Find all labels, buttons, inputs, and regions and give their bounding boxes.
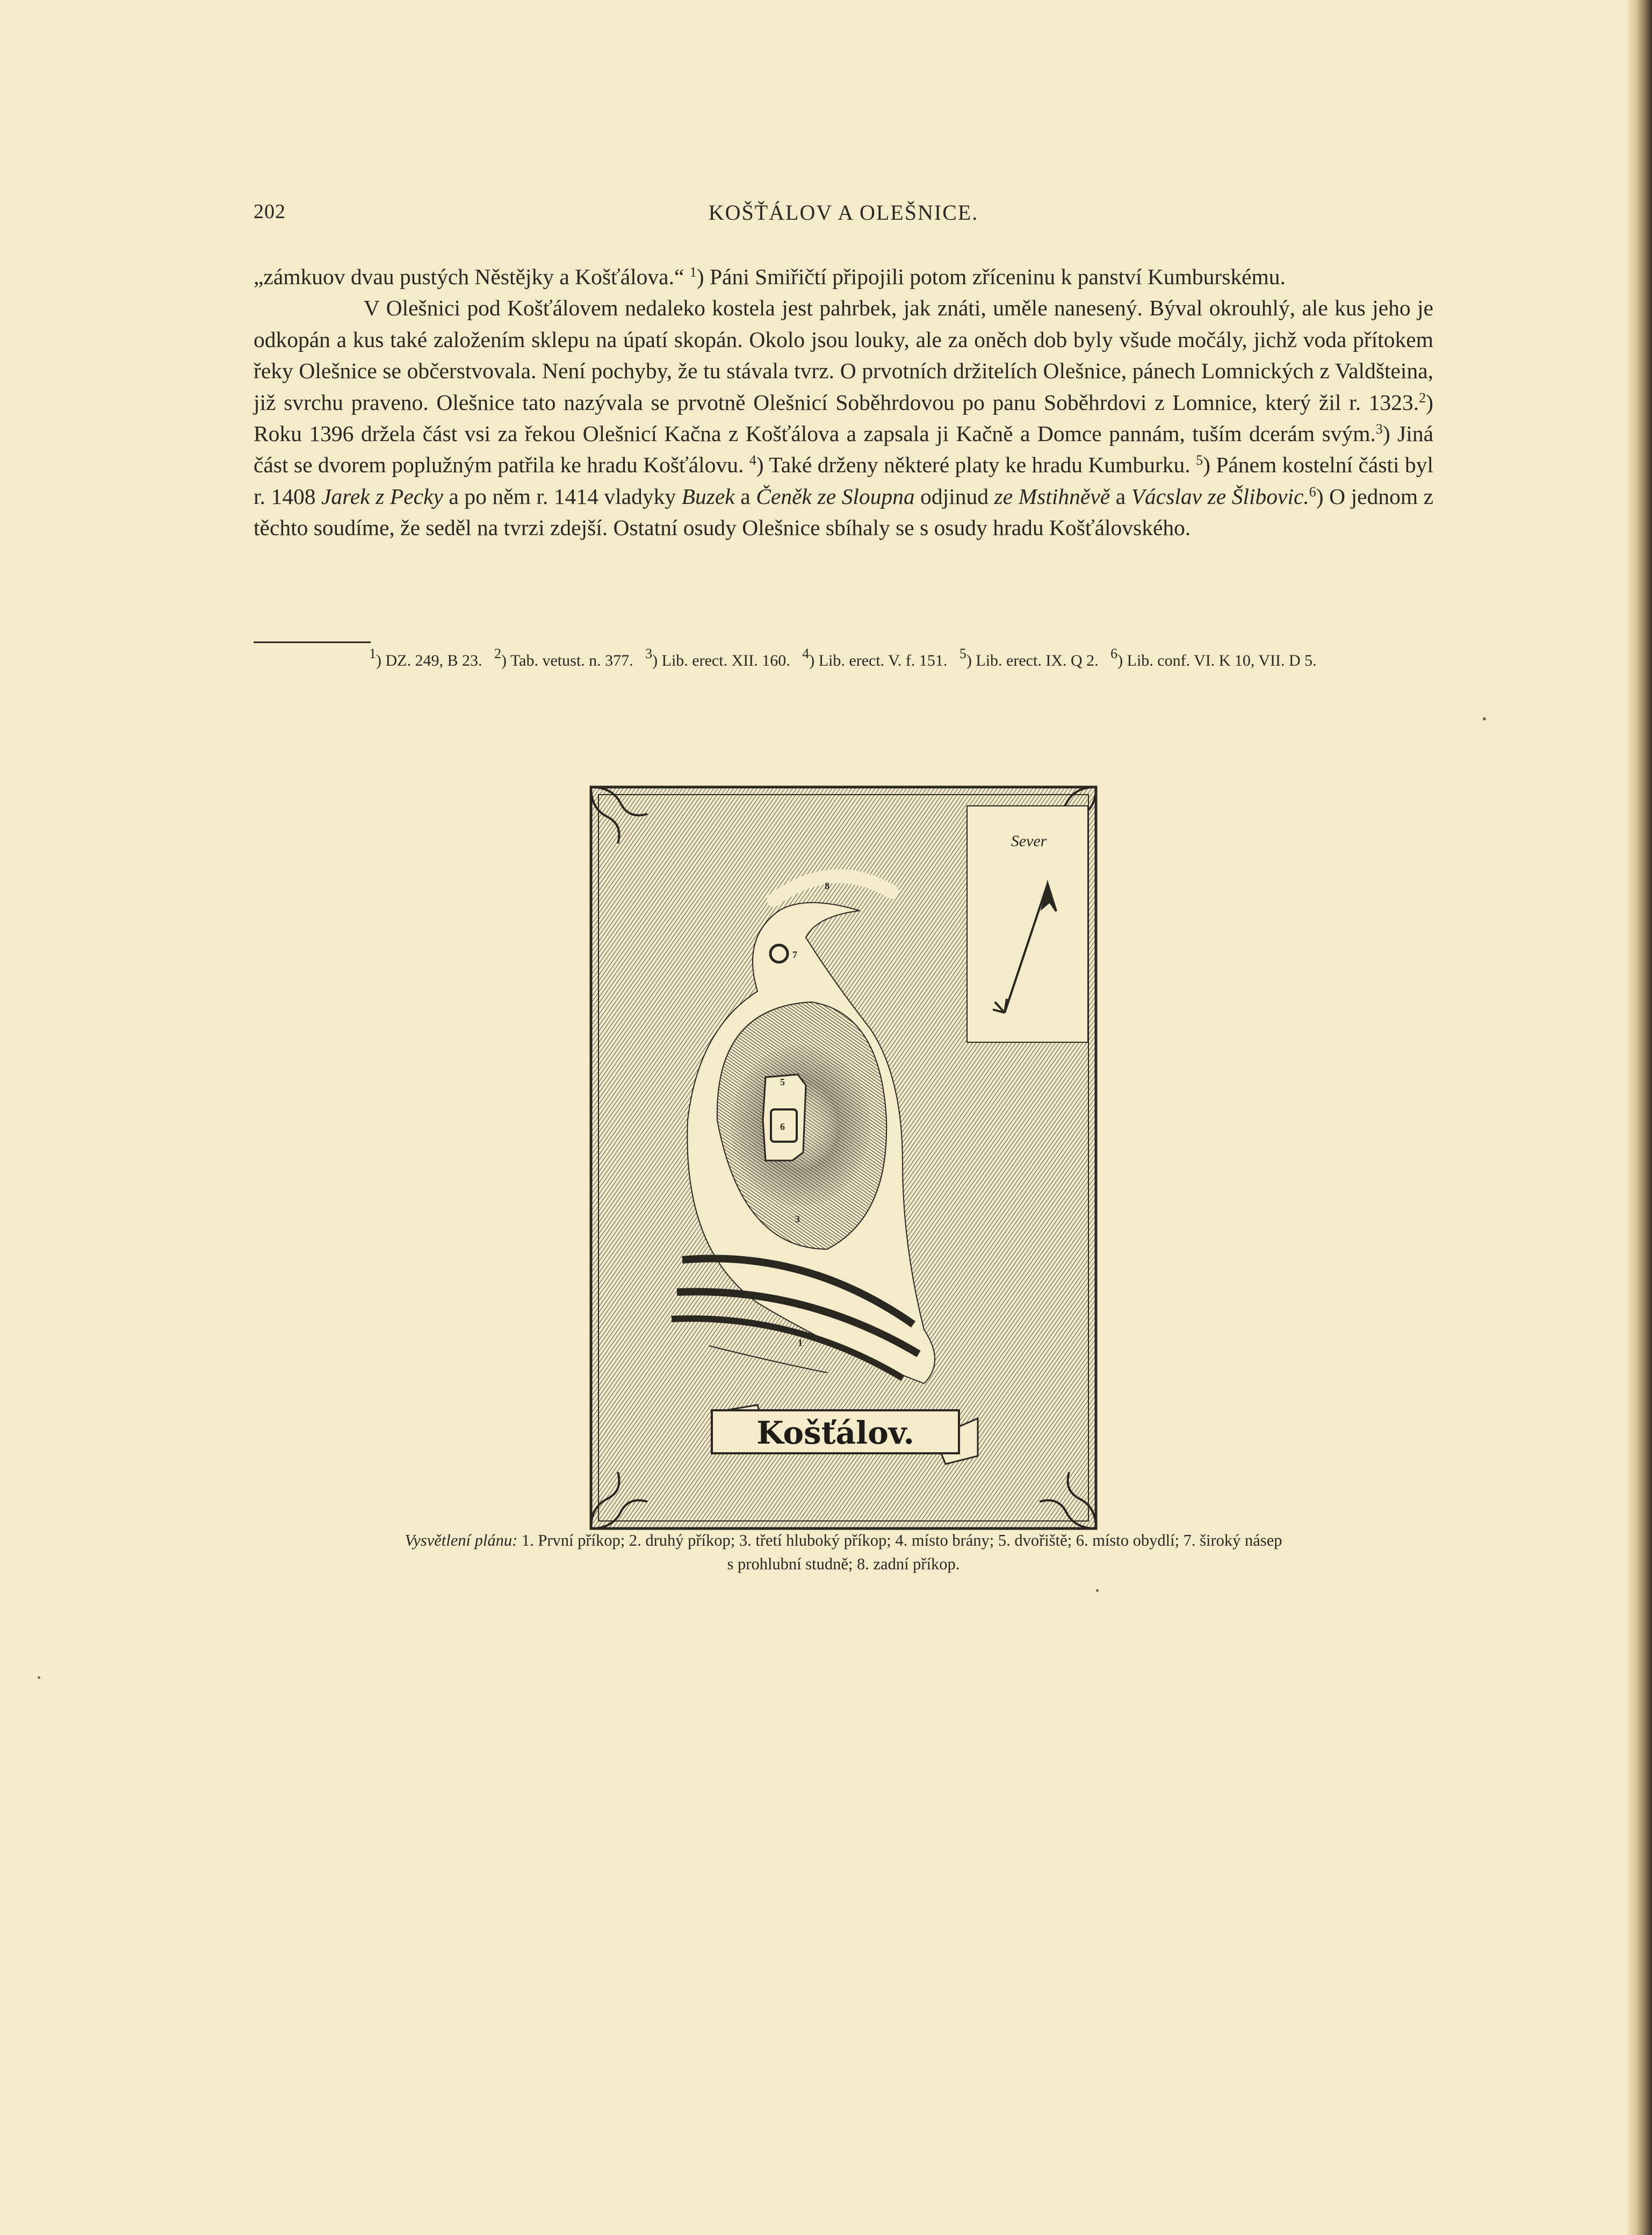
- person-name: Vácslav ze Šlibovic.: [1131, 484, 1309, 509]
- figure-caption: [254, 1529, 1433, 1576]
- plan-number: 3: [795, 1214, 800, 1224]
- book-spine-edge: [1627, 0, 1652, 2235]
- footnote-mark: 1: [369, 646, 376, 661]
- paper-speck: [1483, 717, 1486, 720]
- text-run: odjinud: [920, 484, 989, 509]
- footnote-list: [254, 646, 1433, 672]
- paper-speck: [38, 1676, 40, 1679]
- person-name: Buzek: [681, 484, 735, 509]
- caption-line-2: s prohlubní studně; 8. zadní příkop.: [727, 1555, 960, 1573]
- plan-number: 5: [780, 1077, 785, 1087]
- text-run: ) Pánem kostelní části byl r. 1408: [254, 452, 1434, 509]
- plan-number: 8: [825, 881, 829, 891]
- footnote-ref: 1: [689, 264, 697, 280]
- footnote-mark: 3: [645, 646, 653, 661]
- paper-speck: [1096, 1589, 1099, 1592]
- text-run: a: [1115, 484, 1126, 509]
- plan-number: 2: [798, 1300, 803, 1310]
- footnote-ref: 2: [1419, 390, 1426, 406]
- footnote-mark: 2: [494, 646, 501, 661]
- footnote-ref: 5: [1196, 452, 1203, 468]
- text-run: a: [740, 484, 751, 509]
- person-name: ze Mstihněvě: [994, 484, 1110, 509]
- plan-number: 1: [798, 1337, 803, 1348]
- caption-lead: Vysvětlení plánu:: [405, 1531, 518, 1549]
- footnote-mark: 5: [959, 646, 966, 661]
- paragraph-2: [254, 292, 1433, 543]
- text-run: ) Roku 1396 držela část vsi za řekou Olešnicí Kačna z Košťálova a zapsala ji Kačně a Domce pannám, tuším dcerám svým.: [254, 390, 1433, 446]
- text-run: ) Jiná část se dvorem poplužným patřila ke hradu Košťálovu.: [254, 421, 1433, 478]
- text-run: a po něm r. 1414 vladyky: [449, 484, 676, 509]
- north-label: Sever: [1011, 832, 1047, 850]
- footnote-2: ) Tab. vetust. n. 377.: [501, 652, 633, 669]
- body-text: [254, 261, 1433, 544]
- text-run: ) Také drženy některé platy ke hradu Kumburku.: [756, 452, 1191, 478]
- castle-plan-illustration: [580, 776, 1107, 1545]
- running-title: KOŠŤÁLOV A OLEŠNICE.: [708, 200, 979, 225]
- text-run: „zámkuov dvau pustých Něstějky a Košťálova.“: [254, 264, 684, 289]
- footnote-ref: 4: [749, 452, 756, 468]
- well-mound: [770, 945, 788, 962]
- caption-text: 1. První příkop; 2. druhý příkop; 3. třetí hluboký příkop; 4. místo brány; 5. dvořiště; 6. místo obydlí; 7. široký násep: [521, 1531, 1282, 1549]
- footnote-mark: 6: [1110, 646, 1118, 661]
- footnote-6: ) Lib. conf. VI. K 10, VII. D 5.: [1117, 652, 1317, 669]
- footnote-mark: 4: [802, 646, 810, 661]
- footnote-3: ) Lib. erect. XII. 160.: [652, 652, 790, 669]
- page-header: [254, 200, 1433, 232]
- text-run: V Olešnici pod Košťálovem nedaleko kostela jest pahrbek, jak znáti, uměle nanesený. Býval okrouhlý, ale kus jeho je odkopán a kus také založením sklepu na úpatí skopán. Okolo jsou louky, ale za oněch dob byly všude močály, jichž voda přítokem řeky Olešnice se občerstvovala. Není pochyby, že tu stávala tvrz. O prvotních držitelích Olešnice, pánech Lomnických z Valdšteina, již svrchu praveno. Olešnice tato nazývala se prvotně Olešnicí Soběhrdovou po panu Soběhrdovi z Lomnice, který žil r. 1323.: [254, 295, 1433, 415]
- person-name: Čeněk ze Sloupna: [756, 484, 915, 509]
- paragraph-1: [254, 261, 1433, 292]
- page-number: 202: [254, 200, 286, 223]
- footnote-rule: [254, 641, 371, 643]
- text-run: ) O jednom z těchto soudíme, že seděl na tvrzi zdejší. Ostatní osudy Olešnice sbíhaly se s osudy hradu Košťálovského.: [254, 484, 1434, 540]
- footnotes: [254, 646, 1433, 672]
- caption-line-1: [254, 1529, 1433, 1552]
- text-run: ) Páni Smiřičtí připojili potom zříceninu k panství Kumburskému.: [696, 264, 1286, 289]
- plan-number: 6: [780, 1121, 785, 1132]
- castle-plan-svg: [580, 776, 1107, 1545]
- plan-number: 7: [792, 949, 797, 960]
- footnote-1: ) DZ. 249, B 23.: [376, 652, 482, 669]
- footnote-4: ) Lib. erect. V. f. 151.: [809, 652, 948, 669]
- banner-title: Košťálov.: [756, 1415, 914, 1451]
- footnote-ref: 6: [1309, 484, 1316, 500]
- footnote-ref: 3: [1375, 421, 1383, 437]
- footnote-5: ) Lib. erect. IX. Q 2.: [966, 652, 1099, 669]
- person-name: Jarek z Pecky: [321, 484, 443, 509]
